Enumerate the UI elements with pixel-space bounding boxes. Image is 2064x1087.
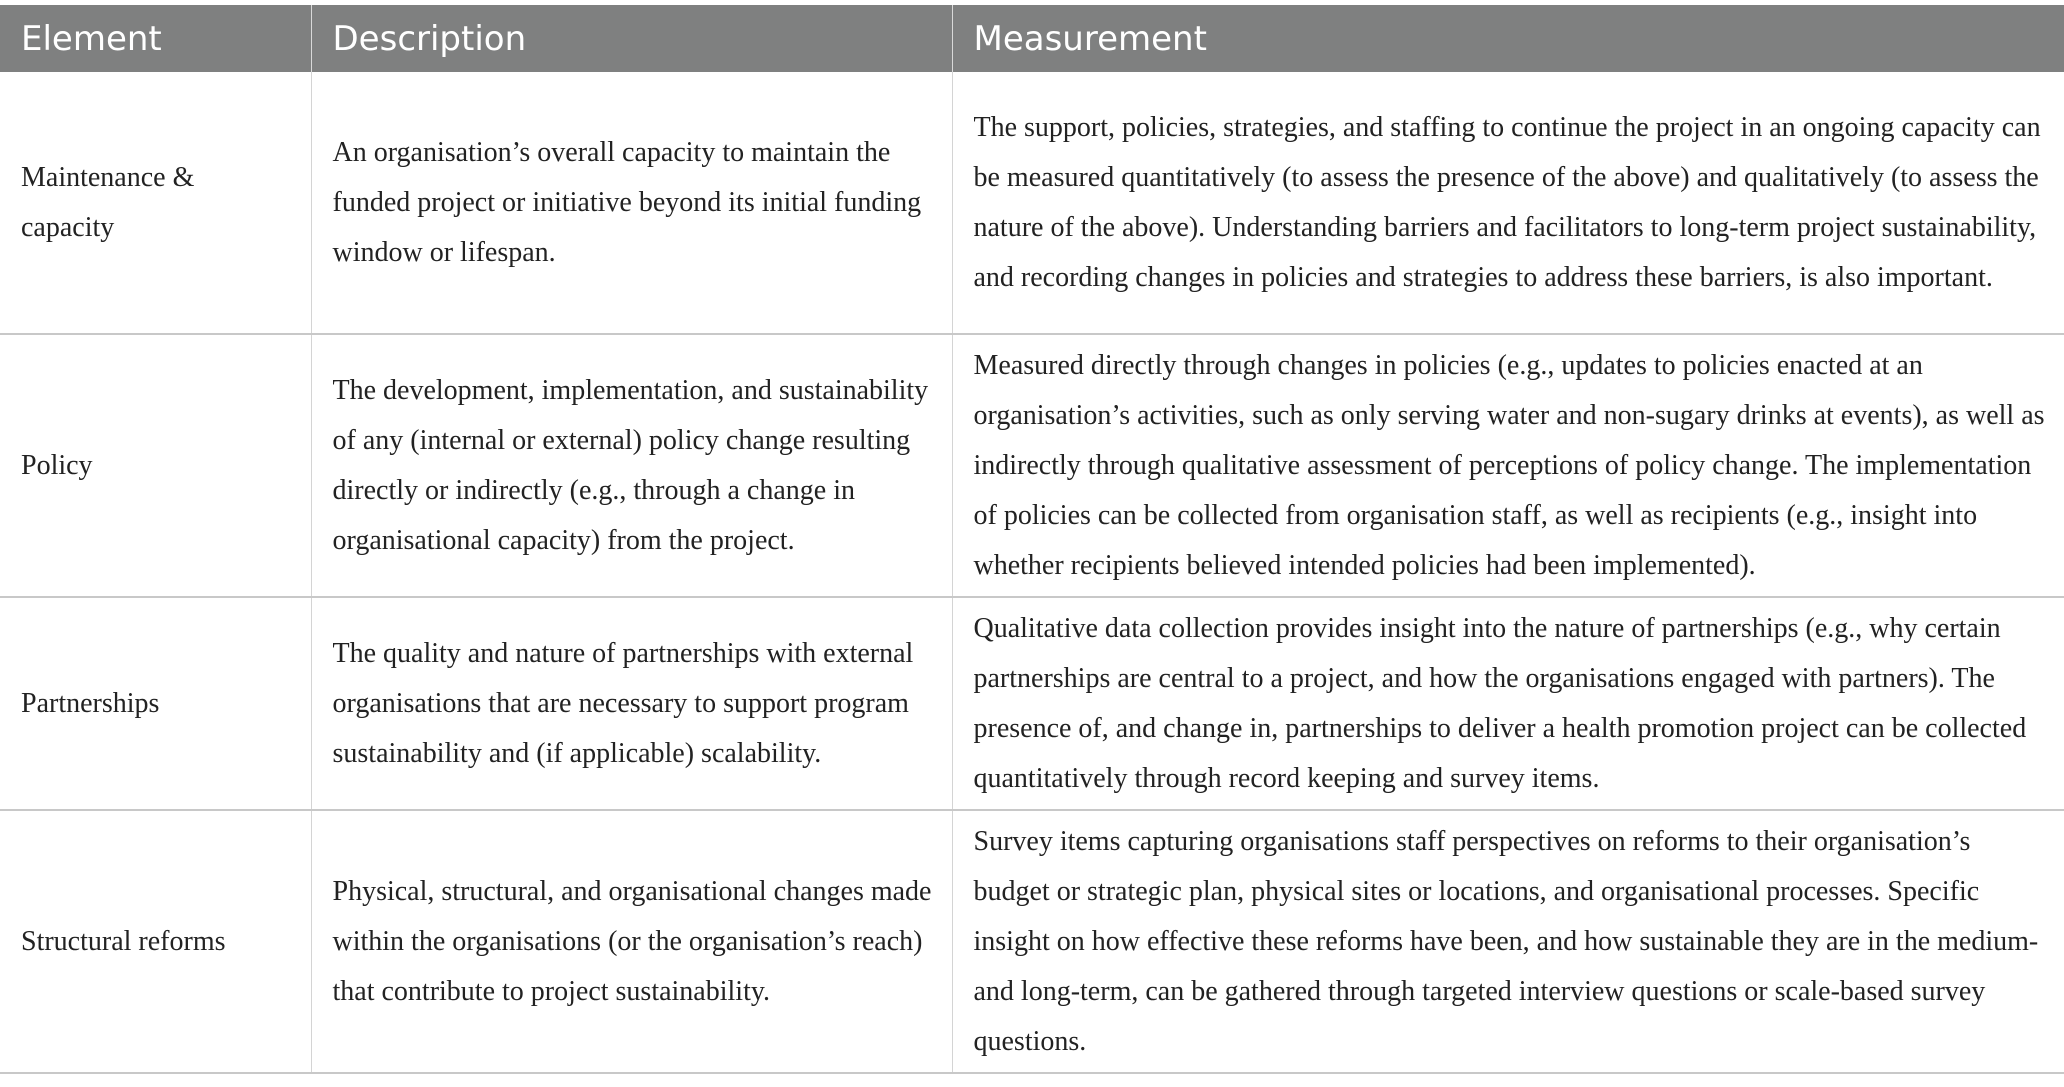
element-cell: Structural reforms	[0, 810, 311, 1073]
measurement-cell: Qualitative data collection provides insight into the nature of partnerships (e.g., why certain partnerships are central to a project, and how the organisations engaged with partners). The presence of, and change in, partnerships to deliver a health promotion project can be collected quantitatively through record keeping and survey items.	[952, 597, 2064, 810]
table-row	[0, 597, 2064, 810]
header-element: Element	[0, 5, 311, 72]
sustainability-elements-table	[0, 5, 2064, 1074]
table-row	[0, 72, 2064, 334]
table-row	[0, 810, 2064, 1073]
measurement-cell: The support, policies, strategies, and staffing to continue the project in an ongoing capacity can be measured quantitatively (to assess the presence of the above) and qualitatively (to assess the nature of the above). Understanding barriers and facilitators to long-term project sustainability, and recording changes in policies and strategies to address these barriers, is also important.	[952, 72, 2064, 334]
element-cell: Partnerships	[0, 597, 311, 810]
table-row	[0, 334, 2064, 597]
header-row	[0, 5, 2064, 72]
description-cell: The quality and nature of partnerships with external organisations that are necessary to support program sustainability and (if applicable) scalability.	[311, 597, 952, 810]
description-cell: Physical, structural, and organisational changes made within the organisations (or the organisation’s reach) that contribute to project sustainability.	[311, 810, 952, 1073]
measurement-cell: Measured directly through changes in policies (e.g., updates to policies enacted at an organisation’s activities, such as only serving water and non-sugary drinks at events), as well as indirectly through qualitative assessment of perceptions of policy change. The implementation of policies can be collected from organisation staff, as well as recipients (e.g., insight into whether recipients believed intended policies had been implemented).	[952, 334, 2064, 597]
table-body	[0, 72, 2064, 1073]
description-cell: An organisation’s overall capacity to maintain the funded project or initiative beyond its initial funding window or lifespan.	[311, 72, 952, 334]
element-cell: Policy	[0, 334, 311, 597]
header-description: Description	[311, 5, 952, 72]
element-cell: Maintenance & capacity	[0, 72, 311, 334]
description-cell: The development, implementation, and sustainability of any (internal or external) policy change resulting directly or indirectly (e.g., through a change in organisational capacity) from the project.	[311, 334, 952, 597]
header-measurement: Measurement	[952, 5, 2064, 72]
measurement-cell: Survey items capturing organisations staff perspectives on reforms to their organisation’s budget or strategic plan, physical sites or locations, and organisational processes. Specific insight on how effective these reforms have been, and how sustainable they are in the medium- and long-term, can be gathered through targeted interview questions or scale-based survey questions.	[952, 810, 2064, 1073]
table-header	[0, 5, 2064, 72]
sustainability-table-container	[0, 5, 2064, 1074]
